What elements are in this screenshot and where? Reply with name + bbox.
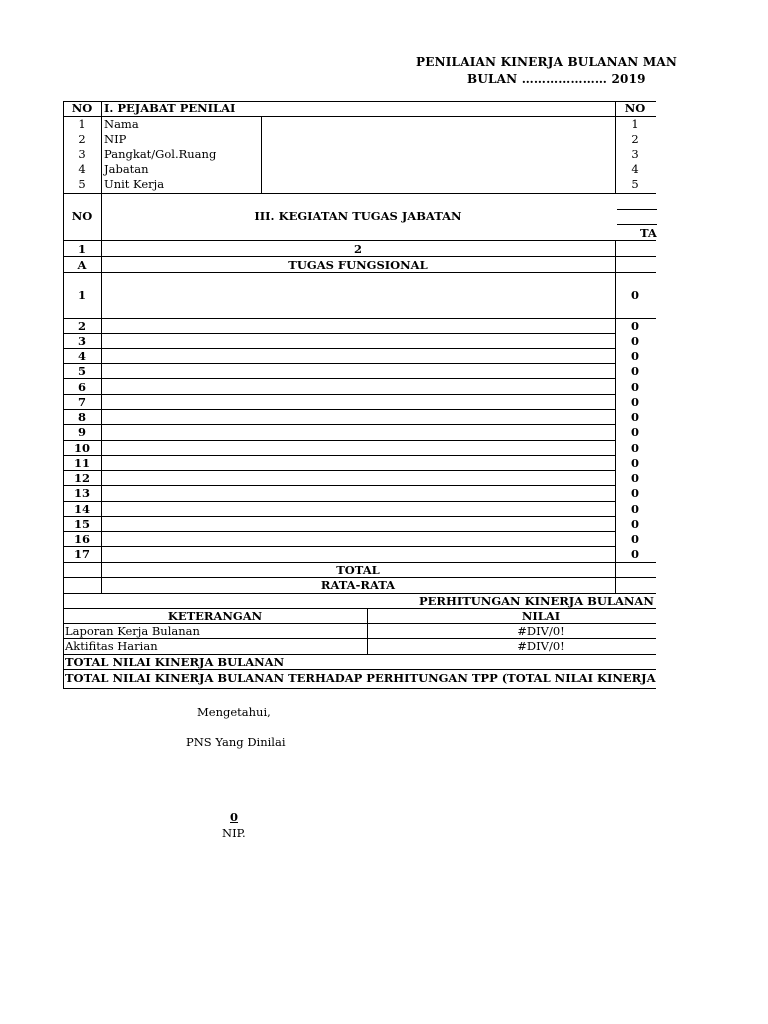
column-index-kegiatan: 2 bbox=[353, 242, 362, 256]
report-period: BULAN ………………… 2019 bbox=[467, 72, 646, 86]
spreadsheet-page: PENILAIAN KINERJA BULANAN MAN BULAN ………………… 2019 NO I. PEJABAT PENILAI NO 1 Nama 1 2 NIP 2 3 Pangkat/Gol.Ruang 3 4 Jabatan 4 5 Unit Kerja 5 NO III. KEGIATAN TUGAS JABATAN TA 1 2 A TUGAS FUNGSIONAL 1 0 2 0 3 0 4 0 5 0 6 0 7 0 8 0 9 0 10 0 11 0 12 0 13 0 14 0 15 0 16 0 17 0 TOTAL RATA-RATA PERHITUNGAN KINERJA BULANAN KETERANGAN NILAI Laporan Kerja Bulanan #DIV/0! Aktifitas Harian #DIV/0! TOTAL NILAI KINERJA BULANAN TOTAL NILAI KINERJA BULANAN TERHADAP PERHITUNGAN TPP (TOTAL NILAI KINERJA Mengetahui, PNS Yang Dinilai 0 NIP. bbox=[0, 0, 768, 1024]
section-letter: A bbox=[77, 258, 87, 272]
average-label: RATA-RATA bbox=[320, 578, 396, 592]
signer-name: 0 bbox=[230, 810, 239, 824]
nilai-header: NILAI bbox=[521, 609, 561, 623]
total-nilai-tpp-label: TOTAL NILAI KINERJA BULANAN TERHADAP PERHITUNGAN TPP (TOTAL NILAI KINERJA bbox=[65, 671, 656, 685]
total-nilai-kinerja-label: TOTAL NILAI KINERJA BULANAN bbox=[65, 655, 285, 669]
pejabat-section-title: I. PEJABAT PENILAI bbox=[104, 101, 236, 115]
signer-nip-label: NIP. bbox=[222, 826, 246, 840]
kegiatan-no-header: NO bbox=[71, 209, 93, 223]
pejabat-no-header: NO bbox=[71, 101, 93, 115]
mengetahui-label: Mengetahui, bbox=[197, 705, 271, 719]
pejabat-right-no-header: NO bbox=[624, 101, 646, 115]
kegiatan-right-header-fragment: TA bbox=[640, 226, 657, 240]
kegiatan-section-title: III. KEGIATAN TUGAS JABATAN bbox=[254, 209, 462, 223]
report-title: PENILAIAN KINERJA BULANAN MAN bbox=[416, 55, 678, 69]
section-name: TUGAS FUNGSIONAL bbox=[288, 258, 428, 272]
perhitungan-title: PERHITUNGAN KINERJA BULANAN bbox=[419, 594, 654, 608]
total-label: TOTAL bbox=[336, 563, 380, 577]
keterangan-header: KETERANGAN bbox=[167, 609, 263, 623]
column-index-no: 1 bbox=[77, 242, 86, 256]
signer-role: PNS Yang Dinilai bbox=[186, 735, 286, 749]
